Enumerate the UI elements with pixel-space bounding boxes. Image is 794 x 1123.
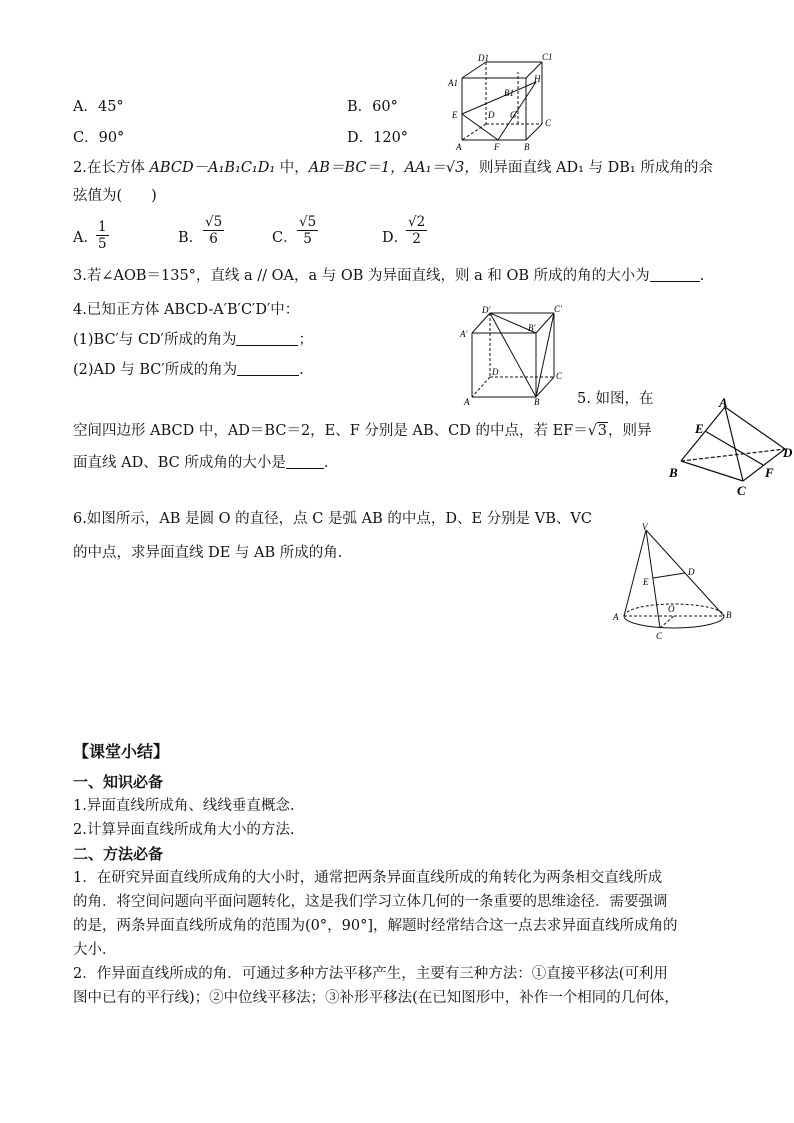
cone-label-e: E <box>643 577 649 587</box>
method-1-line-1: 1．在研究异面直线所成角的大小时，通常把两条异面直线所成的角转化为两条相交直线所成 <box>73 870 663 886</box>
q2-option-d-fraction: $\frac{√2}{2}$ <box>408 214 426 247</box>
cube1-label-a1: A1 <box>448 78 458 88</box>
cone-figure <box>610 520 735 645</box>
summary-knowledge-2: 2.计算异面直线所成角大小的方法. <box>73 822 295 838</box>
tetra-label-a: A <box>719 395 728 410</box>
cone-label-c: C <box>656 631 663 641</box>
q2-option-a-label: A． <box>73 230 98 246</box>
q5-stem: 空间四边形 ABCD 中，AD＝BC＝2，E、F 分别是 AB、CD 的中点，若 EF＝√ 3，则异 <box>73 421 651 441</box>
tetra-label-b: B <box>669 465 678 480</box>
q2-option-c-label: C． <box>272 230 298 246</box>
cube2-label-b-prime: B′ <box>528 323 536 333</box>
method-1-line-3: 的是，两条异面直线所成角的范围为(0°，90°]，解题时经常结合这一点去求异面直线所成角的 <box>73 918 678 934</box>
q5-stem-line2: 面直线 AD、BC 所成角的大小是 . <box>73 455 329 471</box>
cube1-label-d1: D1 <box>478 53 489 63</box>
q1-option-d: D．120° <box>347 130 409 146</box>
q1-option-a: A．45° <box>73 99 124 115</box>
q6-stem-line2: 的中点，求异面直线 DE 与 AB 所成的角. <box>73 545 343 561</box>
cube2-label-d-prime: D′ <box>482 305 491 315</box>
q2-option-b-label: B． <box>178 230 204 246</box>
cube1-label-f: F <box>494 142 500 152</box>
q2-stem: 2.在长方体 ABCD－A₁B₁C₁D₁ 中，AB＝BC＝1，AA₁＝√3，则异面直线 AD₁ 与 DB₁ 所成角的余 <box>73 160 713 176</box>
summary-title: 【课堂小结】 <box>73 742 170 761</box>
cube1-label-g: G <box>510 110 517 120</box>
q2-option-d-label: D． <box>382 230 409 246</box>
cube-figure-1 <box>446 52 566 152</box>
q1-option-c: C．90° <box>73 130 125 146</box>
method-2-line-1: 2．作异面直线所成的角．可通过多种方法平移产生，主要有三种方法：①直接平移法(可利用 <box>73 966 668 982</box>
tetrahedron-figure <box>665 395 794 505</box>
summary-knowledge-1: 1.异面直线所成角、线线垂直概念. <box>73 798 295 814</box>
cone-label-b: B <box>726 610 732 620</box>
q1-option-b: B．60° <box>347 99 398 115</box>
cube2-label-c: C <box>556 371 563 381</box>
q4-part1: (1)BC′与 CD′所成的角为 ； <box>73 332 313 348</box>
tetra-label-f: F <box>765 465 774 480</box>
cube1-label-e: E <box>452 110 458 120</box>
method-1-line-4: 大小． <box>73 942 117 958</box>
summary-section-knowledge: 一、知识必备 <box>73 773 164 791</box>
cube-figure-2 <box>460 305 570 405</box>
cube2-label-d: D <box>492 367 499 377</box>
q5-start: 5. 如图，在 <box>577 391 654 407</box>
q2-stem-line2: 弦值为( ) <box>73 188 157 204</box>
summary-section-methods: 二、方法必备 <box>73 845 164 863</box>
cube1-label-b: B <box>524 142 530 152</box>
cube2-label-c-prime: C′ <box>554 304 562 314</box>
method-2-line-2: 图中已有的平行线)；②中位线平移法；③补形平移法(在已知图形中，补作一个相同的几何体， <box>73 990 679 1006</box>
tetra-label-c: C <box>737 483 746 498</box>
cube1-label-h: H <box>534 74 541 84</box>
method-1-line-2: 的角．将空间问题向平面问题转化，这是我们学习立体几何的一条重要的思维途径．需要强调 <box>73 894 668 910</box>
cone-label-v: V <box>642 522 648 532</box>
cube1-label-a: A <box>456 142 462 152</box>
tetra-label-d: D <box>783 445 793 460</box>
cube1-label-d: D <box>488 110 495 120</box>
q2-option-a-fraction: $\frac{1}{5}$ <box>98 219 107 252</box>
cube1-label-c1: C1 <box>542 52 553 62</box>
q2-option-b-fraction: $\frac{√5}{6}$ <box>205 214 223 247</box>
tetra-label-e: E <box>695 421 704 436</box>
cone-label-a: A <box>613 612 619 622</box>
q2-option-c-fraction: $\frac{√5}{5}$ <box>299 214 317 247</box>
cone-label-d: D <box>688 567 695 577</box>
cube1-label-c: C <box>545 118 552 128</box>
cone-label-o: O <box>668 604 675 614</box>
q4-stem: 4.已知正方体 ABCD-A′B′C′D′中： <box>73 302 300 318</box>
cube1-label-b1: B1 <box>504 88 514 98</box>
q3-stem: 3.若∠AOB＝135°，直线 a // OA，a 与 OB 为异面直线，则 a 和 OB 所成的角的大小为 . <box>73 268 705 284</box>
cube2-label-a-prime: A′ <box>460 329 468 339</box>
q4-part2: (2)AD 与 BC′所成的角为 . <box>73 362 304 378</box>
cube2-label-b: B <box>534 397 540 407</box>
q6-stem: 6.如图所示，AB 是圆 O 的直径，点 C 是弧 AB 的中点，D、E 分别是 VB、VC <box>73 511 592 527</box>
cube2-label-a: A <box>464 397 470 407</box>
